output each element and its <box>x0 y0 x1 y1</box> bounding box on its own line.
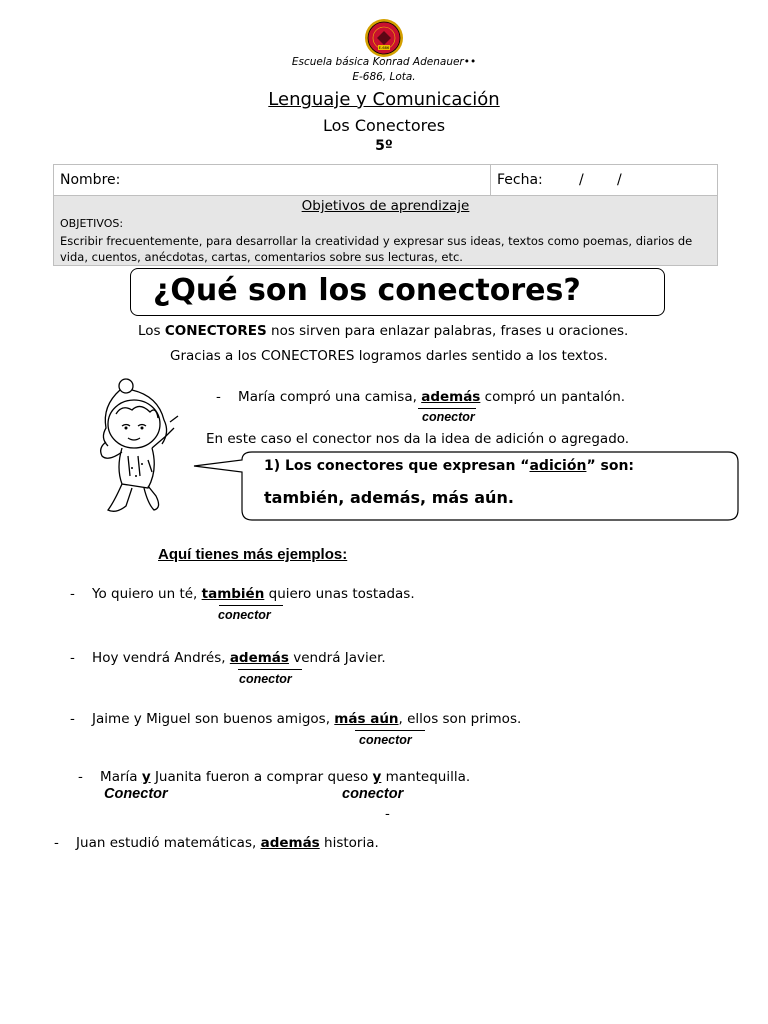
connector-label: conector <box>218 608 271 622</box>
main-example <box>216 389 625 405</box>
example-text: compró un pantalón. <box>480 389 626 405</box>
example-text: María <box>100 769 142 785</box>
bubble-keyword: adición <box>529 458 587 474</box>
example-dash: - <box>78 769 83 785</box>
topic-title: Los Conectores <box>322 116 446 135</box>
school-logo <box>364 18 404 58</box>
example-keyword: además <box>260 835 320 851</box>
connector-underline <box>418 408 476 409</box>
connector-label: conector <box>342 786 404 802</box>
bubble-text: ” son: <box>586 458 635 474</box>
example-keyword: además <box>421 389 481 405</box>
example-item <box>70 586 415 602</box>
bubble-words: también, además, más aún. <box>264 488 514 507</box>
explanation: En este caso el conector nos da la idea de adición o agregado. <box>206 431 630 447</box>
example-item <box>54 835 379 851</box>
bubble-title <box>264 458 634 474</box>
girl-illustration <box>92 376 192 518</box>
example-text: María compró una camisa, <box>238 389 422 405</box>
example-keyword: también <box>201 586 265 602</box>
fecha-separator: / <box>579 172 584 188</box>
more-examples-title: Aquí tienes más ejemplos: <box>158 546 348 563</box>
connector-label: conector <box>359 733 412 747</box>
example-text: Yo quiero un té, <box>92 586 202 602</box>
connector-label: conector <box>239 672 292 686</box>
example-text: Juanita fueron a comprar queso <box>150 769 373 785</box>
intro-text: Los <box>138 323 165 339</box>
example-dash: - <box>70 711 75 727</box>
example-text: mantequilla. <box>381 769 471 785</box>
logo-text: E-686 <box>378 46 390 50</box>
connector-underline <box>219 605 283 606</box>
school-name: Escuela básica Konrad Adenauer•• <box>291 56 477 68</box>
example-dash: - <box>70 650 75 666</box>
example-text: Jaime y Miguel son buenos amigos, <box>92 711 335 727</box>
intro-line-1 <box>138 323 628 339</box>
intro-line-2: Gracias a los CONECTORES logramos darles sentido a los textos. <box>170 348 608 364</box>
school-code: E-686, Lota. <box>352 71 416 83</box>
intro-text: nos sirven para enlazar palabras, frases u oraciones. <box>266 323 629 339</box>
connector-underline <box>238 669 302 670</box>
subject-title: Lenguaje y Comunicación <box>268 89 500 110</box>
example-text: vendrá Javier. <box>288 650 386 666</box>
example-dash: - <box>70 586 75 602</box>
fecha-separator: / <box>617 172 622 188</box>
connector-label: conector <box>422 410 475 424</box>
example-dash: - <box>216 389 221 405</box>
example-text: Juan estudió matemáticas, <box>76 835 261 851</box>
objectives-row <box>54 196 717 265</box>
main-title: ¿Qué son los conectores? <box>153 273 581 308</box>
fecha-label: Fecha: <box>497 172 543 188</box>
objectives-title: Objetivos de aprendizaje <box>301 198 470 214</box>
main-title-box <box>130 268 665 316</box>
example-item <box>70 711 521 727</box>
example-text: , ellos son primos. <box>398 711 522 727</box>
example-item-y <box>78 769 470 785</box>
bubble-text: 1) Los conectores que expresan “ <box>264 458 530 474</box>
stray-dash: - <box>385 806 390 822</box>
example-text: quiero unas tostadas. <box>264 586 415 602</box>
objectives-label: OBJETIVOS: <box>60 217 124 230</box>
example-text: historia. <box>319 835 379 851</box>
nombre-label: Nombre: <box>60 172 121 188</box>
fecha-cell <box>490 165 718 195</box>
student-info-table <box>53 164 718 266</box>
example-text: Hoy vendrá Andrés, <box>92 650 230 666</box>
example-item <box>70 650 386 666</box>
example-keyword: y <box>141 769 151 785</box>
example-dash: - <box>54 835 59 851</box>
grade: 5º <box>375 138 393 154</box>
objectives-text: Escribir frecuentemente, para desarrollar la creatividad y expresar sus ideas, textos como poemas, diarios de vida, cuentos, anécdotas, cartas, comentarios sobre sus lecturas, etc. <box>60 234 693 264</box>
info-row <box>54 165 717 196</box>
intro-bold: CONECTORES <box>164 323 267 339</box>
example-keyword: y <box>372 769 382 785</box>
example-keyword: además <box>229 650 289 666</box>
connector-label: Conector <box>104 786 168 802</box>
example-keyword: más aún <box>334 711 399 727</box>
connector-underline <box>355 730 425 731</box>
